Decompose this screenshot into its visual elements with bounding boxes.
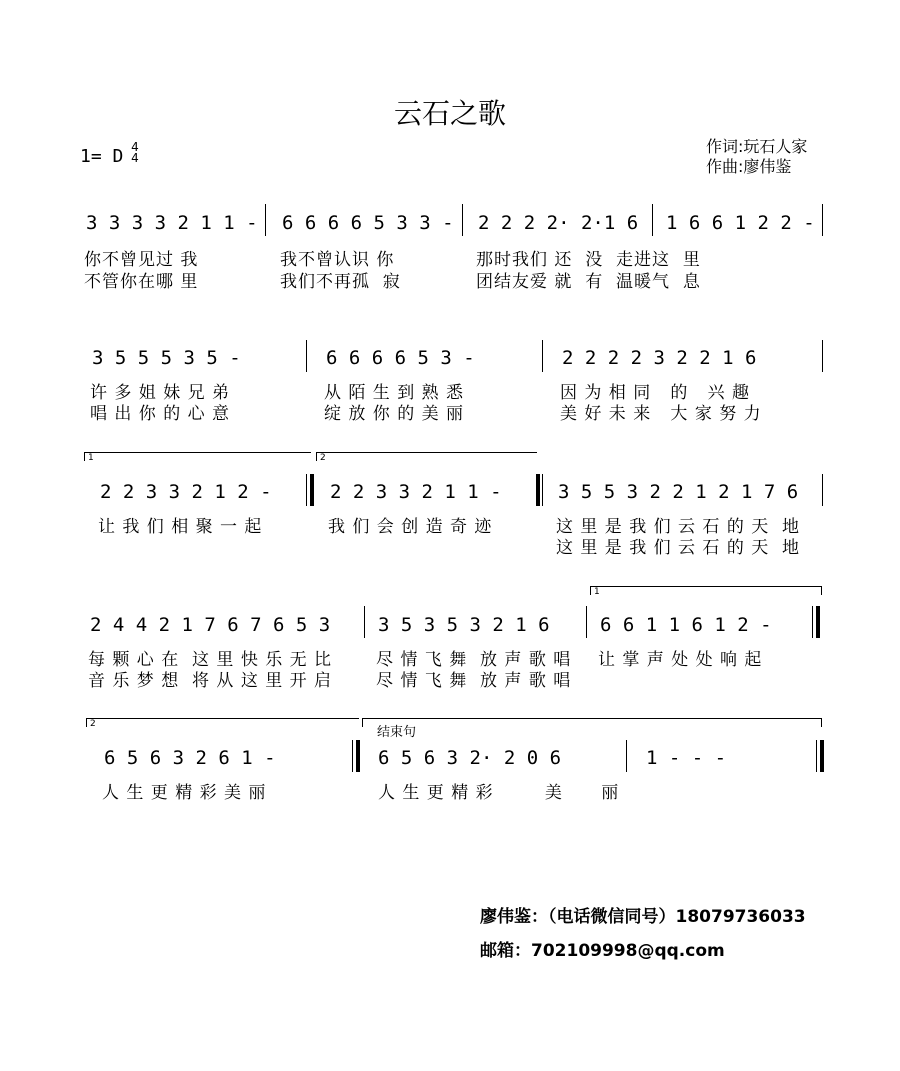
key-signature: 1= D (80, 146, 124, 167)
system-4-lyric-1b: 音 乐 梦 想 将 从 这 里 开 启 (88, 671, 333, 691)
system-5-measure-1: 6 5 6 3 2 6 1 - (104, 747, 276, 769)
barline (586, 606, 587, 638)
system-4-lyric-3a: 让 掌 声 处 处 响 起 (598, 650, 763, 670)
barline (652, 204, 653, 236)
barline (265, 204, 266, 236)
system-5-measure-2: 6 5 6 3 2· 2 0 6 (378, 747, 562, 769)
lyricist-credit: 作词:玩石人家 (706, 137, 808, 156)
final-barline (816, 740, 817, 772)
system-5-measure-3: 1 - - - (646, 747, 727, 769)
system-5-lyric-2a: 人 生 更 精 彩 美 丽 (378, 783, 620, 803)
system-3-lyric-2a: 我 们 会 创 造 奇 迹 (328, 517, 493, 537)
ending-phrase-bracket (362, 718, 822, 740)
system-2-measure-2: 6 6 6 6 5 3 - (326, 347, 475, 369)
final-barline-thick (820, 740, 824, 772)
system-2-lyric-1b: 唱 出 你 的 心 意 (90, 404, 231, 424)
barline (352, 740, 353, 772)
song-title: 云石之歌 (393, 97, 506, 130)
barline-thick (356, 740, 360, 772)
system-4-lyric-2b: 尽 情 飞 舞 放 声 歌 唱 (376, 671, 572, 691)
contact-email: 邮箱：702109998@qq.com (480, 941, 725, 961)
ending-phrase-label: 结束句 (377, 725, 417, 740)
volta-number: 2 (90, 719, 96, 729)
system-1-lyric-1a: 你不曾见过 我 (84, 250, 199, 270)
time-signature-top: 4 (131, 140, 139, 154)
barline (462, 204, 463, 236)
barline (306, 340, 307, 372)
system-3-measure-2: 2 2 3 3 2 1 1 - (330, 481, 502, 503)
system-2-lyric-1a: 许 多 姐 妹 兄 弟 (90, 383, 231, 403)
volta-bracket-1 (84, 452, 311, 461)
system-2-measure-3: 2 2 2 2 3 2 2 1 6 (562, 347, 757, 369)
system-3-lyric-3b: 这 里 是 我 们 云 石 的 天 地 (556, 538, 801, 558)
system-1-lyric-3a: 那时我们 还 没 走进这 里 (476, 250, 701, 270)
system-1-measure-3: 2 2 2 2· 2·1 6 (478, 212, 639, 234)
system-1-lyric-3b: 团结友爱 就 有 温暖气 息 (476, 272, 701, 292)
system-4-measure-2: 3 5 3 5 3 2 1 6 (378, 614, 550, 636)
barline (626, 740, 627, 772)
contact-phone: 廖伟鉴：（电话微信同号）18079736033 (480, 907, 806, 927)
volta-number: 2 (320, 453, 326, 463)
system-2-lyric-2b: 绽 放 你 的 美 丽 (324, 404, 465, 424)
barline (822, 204, 823, 236)
system-3-lyric-1a: 让 我 们 相 聚 一 起 (98, 517, 263, 537)
repeat-end-barline-thick (816, 606, 820, 638)
system-2-lyric-2a: 从 陌 生 到 熟 悉 (324, 383, 465, 403)
repeat-start-barline-thick (536, 474, 540, 506)
system-2-measure-1: 3 5 5 5 3 5 - (92, 347, 241, 369)
volta-number: 1 (594, 587, 600, 597)
system-2-lyric-3a: 因 为 相 同 的 兴 趣 (560, 383, 751, 403)
system-1-measure-1: 3 3 3 3 2 1 1 - (86, 212, 258, 234)
volta-bracket-2 (316, 452, 537, 461)
system-3-measure-3: 3 5 5 3 2 2 1 2 1 7 6 (558, 481, 799, 503)
repeat-end-barline-thick (310, 474, 314, 506)
volta-bracket-2 (86, 718, 359, 727)
system-1-lyric-2a: 我不曾认识 你 (280, 250, 395, 270)
system-4-lyric-2a: 尽 情 飞 舞 放 声 歌 唱 (376, 650, 572, 670)
repeat-end-barline (812, 606, 813, 638)
system-1-lyric-2b: 我们不再孤 寂 (280, 272, 401, 292)
system-4-lyric-1a: 每 颗 心 在 这 里 快 乐 无 比 (88, 650, 333, 670)
composer-credit: 作曲:廖伟鉴 (706, 157, 792, 176)
barline (542, 340, 543, 372)
system-4-measure-1: 2 4 4 2 1 7 6 7 6 5 3 (90, 614, 331, 636)
barline (364, 606, 365, 638)
repeat-start-barline (542, 474, 543, 506)
system-1-measure-2: 6 6 6 6 5 3 3 - (282, 212, 454, 234)
barline (822, 340, 823, 372)
barline (822, 474, 823, 506)
system-2-lyric-3b: 美 好 未 来 大 家 努 力 (560, 404, 762, 424)
system-4-measure-3: 6 6 1 1 6 1 2 - (600, 614, 772, 636)
volta-bracket-1 (590, 586, 822, 595)
system-1-lyric-1b: 不管你在哪 里 (84, 272, 199, 292)
time-signature (128, 142, 142, 164)
volta-number: 1 (88, 453, 94, 463)
repeat-end-barline (306, 474, 307, 506)
system-3-lyric-3a: 这 里 是 我 们 云 石 的 天 地 (556, 517, 801, 537)
system-3-measure-1: 2 2 3 3 2 1 2 - (100, 481, 272, 503)
system-5-lyric-1a: 人 生 更 精 彩 美 丽 (102, 783, 267, 803)
time-signature-bottom: 4 (131, 151, 139, 165)
system-1-measure-4: 1 6 6 1 2 2 - (666, 212, 815, 234)
